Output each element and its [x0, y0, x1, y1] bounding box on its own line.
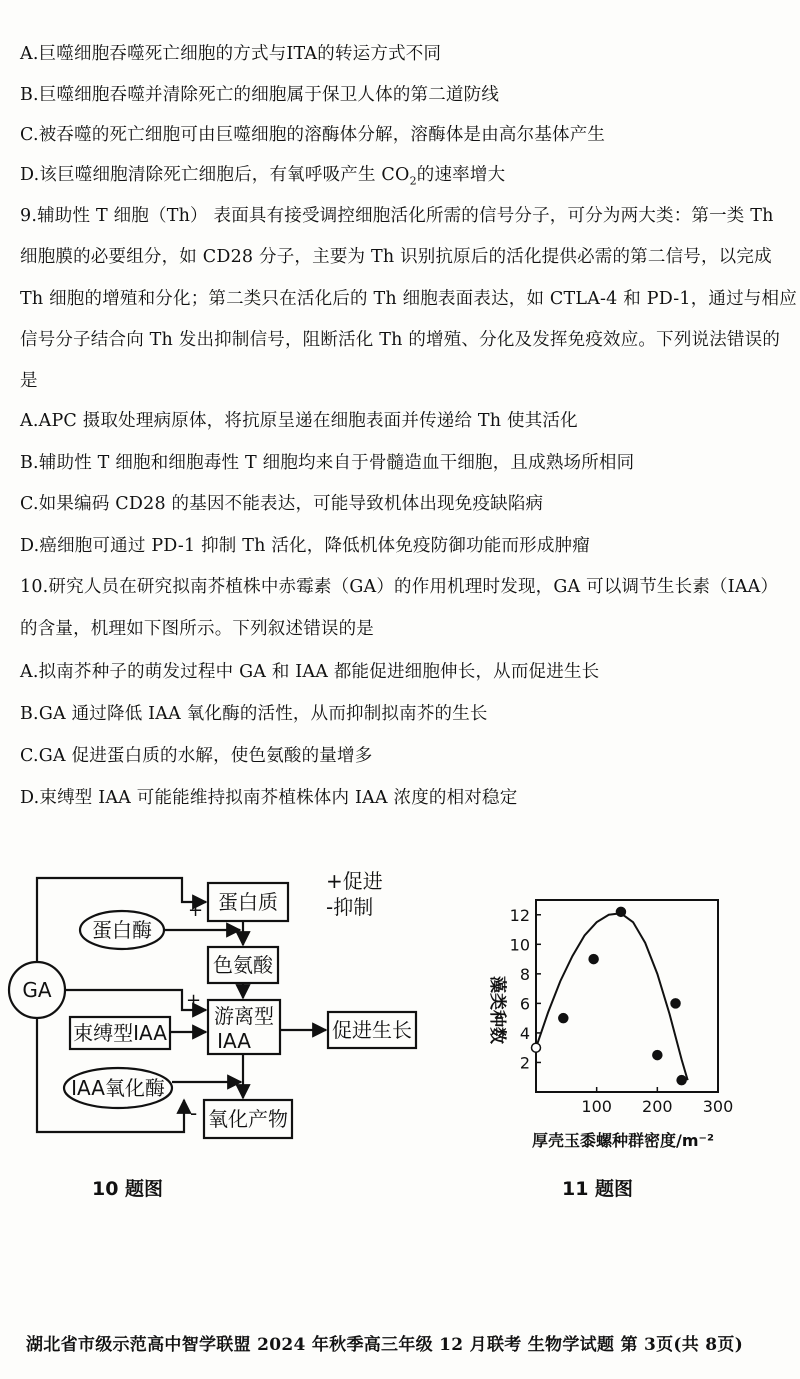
- y-tick-label: 10: [509, 935, 530, 955]
- co2-subscript: 2: [409, 174, 417, 188]
- q9-option-d: D.癌细胞可通过 PD-1 抑制 Th 活化，降低机体免疫防御功能而形成肿瘤: [20, 536, 590, 556]
- minus-sign-oxidase: -: [190, 1101, 198, 1125]
- ga-label: GA: [22, 978, 52, 1002]
- q9-option-a: A.APC 摄取处理病原体，将抗原呈递在细胞表面并传递给 Th 使其活化: [20, 411, 578, 431]
- tryptophan-label: 色氨酸: [213, 953, 273, 977]
- q8-option-d: [20, 163, 782, 194]
- q8-option-d-tail: 的速率增大: [416, 165, 506, 185]
- x-tick-label: 300: [702, 1097, 734, 1116]
- x-tick-label: 200: [642, 1097, 673, 1116]
- y-tick-label: 8: [519, 964, 530, 984]
- q8-option-a: A.巨噬细胞吞噬死亡细胞的方式与ITA的转运方式不同: [20, 44, 442, 64]
- q9-stem-line: 9.辅助性 T 细胞（Th） 表面具有接受调控细胞活化所需的信号分子，可分为两大类：第一类 Th: [20, 206, 774, 226]
- bound-iaa-label: 束缚型IAA: [73, 1021, 167, 1045]
- figure-10-svg: [0, 860, 440, 1160]
- protease-label: 蛋白酶: [92, 918, 152, 942]
- legend-promote: +促进: [326, 869, 383, 893]
- data-point: [671, 999, 680, 1008]
- figure-10-caption: 10 题图: [92, 1178, 164, 1200]
- q10-stem-line: 的含量，机理如下图所示。下列叙述错误的是: [20, 619, 374, 639]
- chart-xlabel: 厚壳玉黍螺种群密度/m⁻²: [532, 1131, 714, 1150]
- data-point: [653, 1051, 662, 1060]
- data-point: [532, 1043, 541, 1052]
- q9-stem-line: 是: [20, 371, 38, 391]
- y-tick-label: 2: [519, 1053, 530, 1073]
- plus-sign-free-iaa: +: [186, 990, 202, 1011]
- chart-ylabel: 藻类种数: [487, 976, 507, 1044]
- figure-11-chart: [470, 880, 780, 1160]
- q9-stem-line: Th 细胞的增殖和分化；第二类只在活化后的 Th 细胞表面表达，如 CTLA-4 和 PD-1，通过与相应: [20, 289, 797, 309]
- page-footer: 湖北省市级示范高中智学联盟 2024 年秋季高三年级 12 月联考 生物学试题 第 3页(共 8页): [26, 1335, 744, 1355]
- q9-option-b: B.辅助性 T 细胞和细胞毒性 T 细胞均来自于骨髓造血干细胞，且成熟场所相同: [20, 453, 635, 473]
- q9-stem-line: 细胞膜的必要组分，如 CD28 分子，主要为 Th 识别抗原后的活化提供必需的第二信号，以完成: [20, 247, 772, 267]
- free-iaa-label-1: 游离型: [214, 1004, 274, 1028]
- y-tick-label: 12: [509, 905, 530, 925]
- legend-inhibit: -抑制: [326, 895, 374, 919]
- free-iaa-label-2: IAA: [217, 1029, 251, 1053]
- q9-option-c: C.如果编码 CD28 的基因不能表达，可能导致机体出现免疫缺陷病: [20, 494, 544, 514]
- data-point: [559, 1014, 568, 1023]
- q8-option-b: B.巨噬细胞吞噬并清除死亡的细胞属于保卫人体的第二道防线: [20, 85, 500, 105]
- q8-option-d-text: D.该巨噬细胞清除死亡细胞后，有氧呼吸产生 CO: [20, 165, 410, 185]
- chart-svg: [470, 880, 780, 1160]
- iaa-oxidase-label: IAA氧化酶: [71, 1076, 165, 1100]
- oxidation-products-label: 氧化产物: [208, 1107, 288, 1131]
- fit-curve-line: [536, 913, 688, 1080]
- q10-option-a: A.拟南芥种子的萌发过程中 GA 和 IAA 都能促进细胞伸长，从而促进生长: [20, 662, 600, 682]
- q10-option-c: C.GA 促进蛋白质的水解，使色氨酸的量增多: [20, 746, 373, 766]
- growth-label: 促进生长: [332, 1018, 412, 1042]
- plot-frame: [536, 900, 718, 1092]
- q10-stem-line: 10.研究人员在研究拟南芥植株中赤霉素（GA）的作用机理时发现，GA 可以调节生长素（IAA）: [20, 577, 779, 597]
- plus-sign-protein: +: [188, 900, 204, 921]
- figure-10-diagram: [0, 860, 440, 1180]
- data-point: [589, 955, 598, 964]
- protein-label: 蛋白质: [218, 890, 278, 914]
- y-tick-label: 6: [519, 994, 530, 1014]
- q10-option-b: B.GA 通过降低 IAA 氧化酶的活性，从而抑制拟南芥的生长: [20, 704, 488, 724]
- q10-option-d: D.束缚型 IAA 可能能维持拟南芥植株体内 IAA 浓度的相对稳定: [20, 788, 518, 808]
- q8-option-c: C.被吞噬的死亡细胞可由巨噬细胞的溶酶体分解，溶酶体是由高尔基体产生: [20, 125, 606, 145]
- x-tick-label: 100: [581, 1097, 612, 1116]
- ga-to-free-iaa-line: [65, 990, 206, 1010]
- data-point: [616, 907, 625, 916]
- data-point: [677, 1076, 686, 1085]
- y-tick-label: 4: [519, 1023, 530, 1043]
- figure-11-caption: 11 题图: [562, 1178, 634, 1200]
- q9-stem-line: 信号分子结合向 Th 发出抑制信号，阻断活化 Th 的增殖、分化及发挥免疫效应。下列说法错误的: [20, 330, 781, 350]
